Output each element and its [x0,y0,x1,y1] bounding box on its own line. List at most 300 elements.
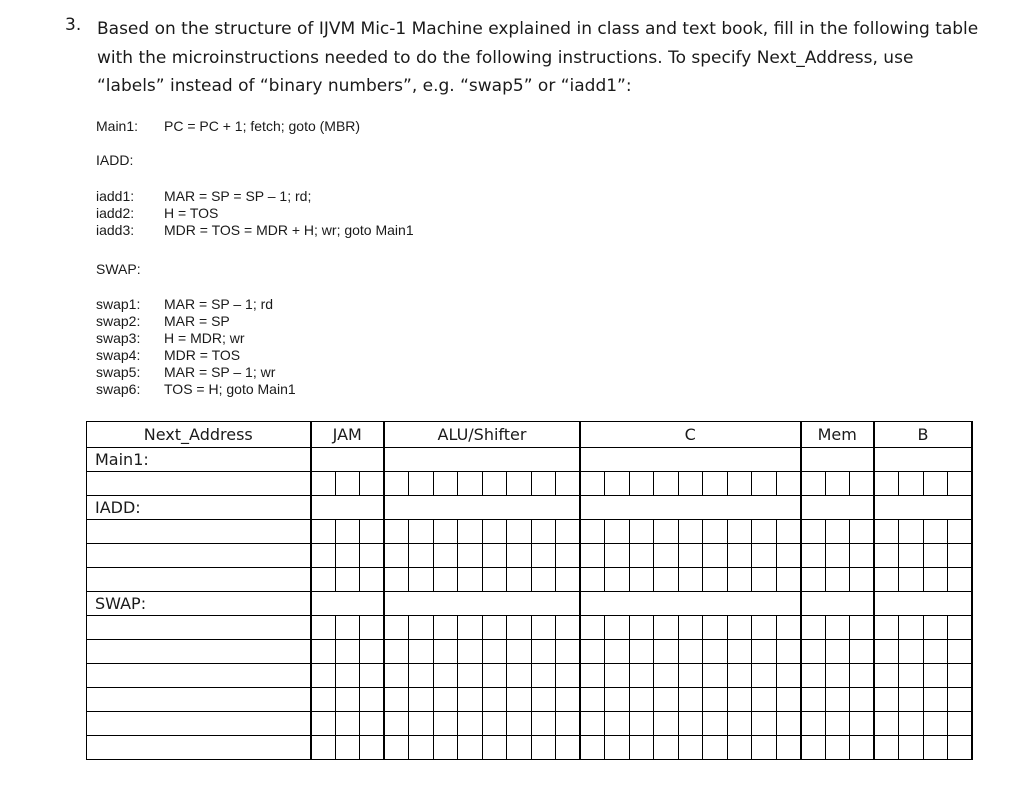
section-spacer-cell [580,496,801,520]
code-instruction: PC = PC + 1; fetch; goto (MBR) [164,118,361,134]
bit-cell[interactable] [458,544,483,568]
bit-cell[interactable] [556,712,581,736]
bit-cell[interactable] [776,736,801,760]
bit-cell[interactable] [507,664,532,688]
bit-cell[interactable] [727,520,752,544]
bit-cell[interactable] [580,616,605,640]
bit-cell[interactable] [409,568,434,592]
bit-cell[interactable] [384,736,409,760]
bit-cell[interactable] [507,472,532,496]
bit-cell[interactable] [899,472,924,496]
code-instruction: H = TOS [164,205,219,221]
bit-cell[interactable] [531,688,556,712]
bit-cell[interactable] [727,688,752,712]
bit-cell[interactable] [482,712,507,736]
bit-cell[interactable] [458,472,483,496]
bit-cell[interactable] [556,640,581,664]
bit-cell[interactable] [752,688,777,712]
bit-cell[interactable] [654,520,679,544]
bit-cell[interactable] [801,544,826,568]
bit-cell[interactable] [678,712,703,736]
next-address-cell[interactable] [87,568,311,592]
header-b: B [874,422,972,448]
bit-cell[interactable] [433,544,458,568]
bit-cell[interactable] [948,568,973,592]
bit-cell[interactable] [727,712,752,736]
bit-cell[interactable] [311,616,336,640]
bit-cell[interactable] [629,520,654,544]
bit-cell[interactable] [776,520,801,544]
bit-cell[interactable] [727,640,752,664]
bit-cell[interactable] [825,568,850,592]
bit-cell[interactable] [311,472,336,496]
bit-cell[interactable] [948,544,973,568]
bit-cell[interactable] [850,544,875,568]
bit-cell[interactable] [923,616,948,640]
bit-cell[interactable] [727,568,752,592]
bit-cell[interactable] [507,712,532,736]
bit-cell[interactable] [556,736,581,760]
next-address-cell[interactable] [87,640,311,664]
bit-cell[interactable] [384,568,409,592]
next-address-cell[interactable] [87,520,311,544]
bit-cell[interactable] [629,616,654,640]
bit-cell[interactable] [899,640,924,664]
bit-cell[interactable] [335,688,360,712]
bit-cell[interactable] [654,544,679,568]
bit-cell[interactable] [311,640,336,664]
bit-cell[interactable] [556,568,581,592]
next-address-cell[interactable] [87,712,311,736]
bit-cell[interactable] [360,688,385,712]
header-c: C [580,422,801,448]
bit-cell[interactable] [311,712,336,736]
bit-cell[interactable] [801,568,826,592]
bit-cell[interactable] [948,664,973,688]
section-spacer-cell [311,496,385,520]
bit-cell[interactable] [433,472,458,496]
bit-cell[interactable] [458,616,483,640]
bit-cell[interactable] [482,568,507,592]
bit-cell[interactable] [654,472,679,496]
bit-cell[interactable] [507,544,532,568]
bit-cell[interactable] [703,568,728,592]
section-spacer-cell [580,448,801,472]
bit-cell[interactable] [948,640,973,664]
bit-cell[interactable] [507,568,532,592]
bit-cell[interactable] [580,712,605,736]
bit-cell[interactable] [923,568,948,592]
bit-cell[interactable] [899,568,924,592]
bit-cell[interactable] [433,520,458,544]
bit-cell[interactable] [605,664,630,688]
bit-cell[interactable] [923,664,948,688]
bit-cell[interactable] [923,544,948,568]
bit-cell[interactable] [556,520,581,544]
bit-cell[interactable] [580,688,605,712]
bit-cell[interactable] [384,640,409,664]
bit-cell[interactable] [458,688,483,712]
bit-cell[interactable] [923,520,948,544]
bit-cell[interactable] [556,616,581,640]
bit-cell[interactable] [409,736,434,760]
bit-cell[interactable] [923,688,948,712]
bit-cell[interactable] [335,640,360,664]
bit-cell[interactable] [605,688,630,712]
code-label: iadd3: [96,222,135,238]
bit-cell[interactable] [409,520,434,544]
bit-cell[interactable] [556,664,581,688]
bit-cell[interactable] [703,664,728,688]
bit-cell[interactable] [899,736,924,760]
bit-cell[interactable] [311,688,336,712]
bit-cell[interactable] [335,520,360,544]
bit-cell[interactable] [678,616,703,640]
bit-cell[interactable] [507,736,532,760]
bit-cell[interactable] [507,688,532,712]
bit-cell[interactable] [654,688,679,712]
bit-cell[interactable] [482,616,507,640]
bit-cell[interactable] [384,616,409,640]
bit-cell[interactable] [825,616,850,640]
bit-cell[interactable] [776,568,801,592]
bit-cell[interactable] [850,736,875,760]
bit-cell[interactable] [311,736,336,760]
bit-cell[interactable] [433,712,458,736]
bit-cell[interactable] [752,472,777,496]
bit-cell[interactable] [948,472,973,496]
bit-cell[interactable] [629,688,654,712]
bit-cell[interactable] [482,664,507,688]
bit-cell[interactable] [629,736,654,760]
bit-cell[interactable] [458,568,483,592]
bit-cell[interactable] [482,688,507,712]
bit-cell[interactable] [654,736,679,760]
section-spacer-cell [311,592,385,616]
bit-cell[interactable] [703,688,728,712]
bit-cell[interactable] [825,712,850,736]
bit-cell[interactable] [874,616,899,640]
bit-cell[interactable] [874,688,899,712]
bit-cell[interactable] [874,568,899,592]
next-address-cell[interactable] [87,544,311,568]
bit-cell[interactable] [482,544,507,568]
bit-cell[interactable] [850,640,875,664]
bit-cell[interactable] [629,544,654,568]
bit-cell[interactable] [580,664,605,688]
bit-cell[interactable] [776,616,801,640]
bit-cell[interactable] [923,712,948,736]
bit-cell[interactable] [850,520,875,544]
bit-cell[interactable] [458,520,483,544]
bit-cell[interactable] [678,472,703,496]
bit-cell[interactable] [605,472,630,496]
bit-cell[interactable] [776,544,801,568]
bit-cell[interactable] [727,736,752,760]
bit-cell[interactable] [752,544,777,568]
bit-cell[interactable] [531,640,556,664]
bit-cell[interactable] [360,472,385,496]
code-instruction: MDR = TOS = MDR + H; wr; goto Main1 [164,222,414,238]
bit-cell[interactable] [678,688,703,712]
bit-cell[interactable] [899,664,924,688]
bit-cell[interactable] [433,688,458,712]
bit-cell[interactable] [384,688,409,712]
bit-cell[interactable] [360,736,385,760]
bit-cell[interactable] [409,616,434,640]
bit-cell[interactable] [531,520,556,544]
bit-cell[interactable] [433,640,458,664]
bit-cell[interactable] [629,712,654,736]
bit-cell[interactable] [752,616,777,640]
bit-cell[interactable] [311,664,336,688]
bit-cell[interactable] [580,544,605,568]
bit-cell[interactable] [948,712,973,736]
bit-cell[interactable] [948,736,973,760]
bit-cell[interactable] [654,640,679,664]
bit-cell[interactable] [678,568,703,592]
code-label: swap3: [96,330,141,346]
bit-cell[interactable] [629,640,654,664]
bit-cell[interactable] [850,472,875,496]
bit-cell[interactable] [360,712,385,736]
bit-cell[interactable] [556,544,581,568]
bit-cell[interactable] [752,664,777,688]
bit-cell[interactable] [899,544,924,568]
bit-cell[interactable] [531,472,556,496]
bit-cell[interactable] [727,664,752,688]
bit-cell[interactable] [360,664,385,688]
bit-cell[interactable] [899,520,924,544]
next-address-cell[interactable] [87,688,311,712]
bit-cell[interactable] [654,664,679,688]
bit-cell[interactable] [776,688,801,712]
bit-cell[interactable] [482,520,507,544]
bit-cell[interactable] [752,736,777,760]
bit-cell[interactable] [409,712,434,736]
bit-cell[interactable] [335,544,360,568]
table-row [87,544,973,568]
bit-cell[interactable] [507,616,532,640]
bit-cell[interactable] [360,544,385,568]
bit-cell[interactable] [874,640,899,664]
bit-cell[interactable] [850,616,875,640]
bit-cell[interactable] [458,640,483,664]
bit-cell[interactable] [703,544,728,568]
bit-cell[interactable] [605,568,630,592]
bit-cell[interactable] [605,544,630,568]
bit-cell[interactable] [899,688,924,712]
bit-cell[interactable] [923,640,948,664]
bit-cell[interactable] [874,712,899,736]
bit-cell[interactable] [507,640,532,664]
bit-cell[interactable] [654,568,679,592]
bit-cell[interactable] [678,520,703,544]
bit-cell[interactable] [850,688,875,712]
bit-cell[interactable] [531,544,556,568]
bit-cell[interactable] [482,736,507,760]
bit-cell[interactable] [654,712,679,736]
bit-cell[interactable] [727,544,752,568]
bit-cell[interactable] [703,616,728,640]
bit-cell[interactable] [801,688,826,712]
bit-cell[interactable] [703,712,728,736]
bit-cell[interactable] [703,640,728,664]
next-address-cell[interactable] [87,472,311,496]
bit-cell[interactable] [360,640,385,664]
bit-cell[interactable] [531,736,556,760]
question-line: “labels” instead of “binary numbers”, e.g. “swap5” or “iadd1”: [97,76,632,96]
bit-cell[interactable] [678,664,703,688]
bit-cell[interactable] [678,736,703,760]
bit-cell[interactable] [580,520,605,544]
bit-cell[interactable] [384,544,409,568]
bit-cell[interactable] [531,712,556,736]
bit-cell[interactable] [776,712,801,736]
bit-cell[interactable] [335,712,360,736]
bit-cell[interactable] [703,520,728,544]
next-address-cell[interactable] [87,736,311,760]
bit-cell[interactable] [825,544,850,568]
bit-cell[interactable] [899,616,924,640]
bit-cell[interactable] [580,472,605,496]
bit-cell[interactable] [850,568,875,592]
bit-cell[interactable] [825,640,850,664]
bit-cell[interactable] [605,520,630,544]
bit-cell[interactable] [384,712,409,736]
bit-cell[interactable] [752,640,777,664]
next-address-cell[interactable] [87,664,311,688]
bit-cell[interactable] [335,472,360,496]
bit-cell[interactable] [458,736,483,760]
bit-cell[interactable] [384,472,409,496]
bit-cell[interactable] [923,736,948,760]
bit-cell[interactable] [752,712,777,736]
bit-cell[interactable] [507,520,532,544]
bit-cell[interactable] [311,568,336,592]
bit-cell[interactable] [433,664,458,688]
bit-cell[interactable] [605,616,630,640]
bit-cell[interactable] [776,640,801,664]
bit-cell[interactable] [874,544,899,568]
section-spacer-cell [580,592,801,616]
code-instruction: MDR = TOS [164,347,241,363]
bit-cell[interactable] [335,736,360,760]
bit-cell[interactable] [752,568,777,592]
bit-cell[interactable] [825,664,850,688]
bit-cell[interactable] [580,736,605,760]
bit-cell[interactable] [433,568,458,592]
bit-cell[interactable] [384,664,409,688]
bit-cell[interactable] [531,664,556,688]
bit-cell[interactable] [899,712,924,736]
bit-cell[interactable] [311,544,336,568]
bit-cell[interactable] [654,616,679,640]
bit-cell[interactable] [556,688,581,712]
bit-cell[interactable] [360,520,385,544]
bit-cell[interactable] [556,472,581,496]
bit-cell[interactable] [482,472,507,496]
bit-cell[interactable] [801,640,826,664]
bit-cell[interactable] [801,616,826,640]
bit-cell[interactable] [678,544,703,568]
bit-cell[interactable] [458,664,483,688]
bit-cell[interactable] [825,472,850,496]
bit-cell[interactable] [678,640,703,664]
bit-cell[interactable] [433,736,458,760]
bit-cell[interactable] [825,688,850,712]
bit-cell[interactable] [703,736,728,760]
bit-cell[interactable] [409,664,434,688]
bit-cell[interactable] [801,520,826,544]
bit-cell[interactable] [923,472,948,496]
bit-cell[interactable] [801,664,826,688]
bit-cell[interactable] [629,568,654,592]
bit-cell[interactable] [776,664,801,688]
header-jam: JAM [311,422,385,448]
bit-cell[interactable] [825,520,850,544]
bit-cell[interactable] [825,736,850,760]
bit-cell[interactable] [409,688,434,712]
bit-cell[interactable] [360,616,385,640]
bit-cell[interactable] [874,520,899,544]
bit-cell[interactable] [752,520,777,544]
bit-cell[interactable] [433,616,458,640]
bit-cell[interactable] [629,664,654,688]
bit-cell[interactable] [482,640,507,664]
bit-cell[interactable] [409,472,434,496]
bit-cell[interactable] [850,712,875,736]
bit-cell[interactable] [801,712,826,736]
bit-cell[interactable] [531,568,556,592]
bit-cell[interactable] [948,616,973,640]
bit-cell[interactable] [580,568,605,592]
bit-cell[interactable] [850,664,875,688]
bit-cell[interactable] [360,568,385,592]
section-spacer-cell [801,592,875,616]
bit-cell[interactable] [874,472,899,496]
bit-cell[interactable] [409,640,434,664]
bit-cell[interactable] [948,520,973,544]
code-label: swap4: [96,347,141,363]
bit-cell[interactable] [727,616,752,640]
bit-cell[interactable] [409,544,434,568]
bit-cell[interactable] [311,520,336,544]
bit-cell[interactable] [874,664,899,688]
bit-cell[interactable] [384,520,409,544]
next-address-cell[interactable] [87,616,311,640]
bit-cell[interactable] [458,712,483,736]
bit-cell[interactable] [801,472,826,496]
bit-cell[interactable] [948,688,973,712]
bit-cell[interactable] [580,640,605,664]
bit-cell[interactable] [335,568,360,592]
bit-cell[interactable] [727,472,752,496]
bit-cell[interactable] [776,472,801,496]
bit-cell[interactable] [531,616,556,640]
bit-cell[interactable] [801,736,826,760]
bit-cell[interactable] [874,736,899,760]
table-row [87,736,973,760]
bit-cell[interactable] [629,472,654,496]
bit-cell[interactable] [335,664,360,688]
bit-cell[interactable] [703,472,728,496]
bit-cell[interactable] [605,736,630,760]
bit-cell[interactable] [605,712,630,736]
bit-cell[interactable] [605,640,630,664]
question-line: Based on the structure of IJVM Mic-1 Machine explained in class and text book, fill in the following table [97,19,979,39]
bit-cell[interactable] [335,616,360,640]
